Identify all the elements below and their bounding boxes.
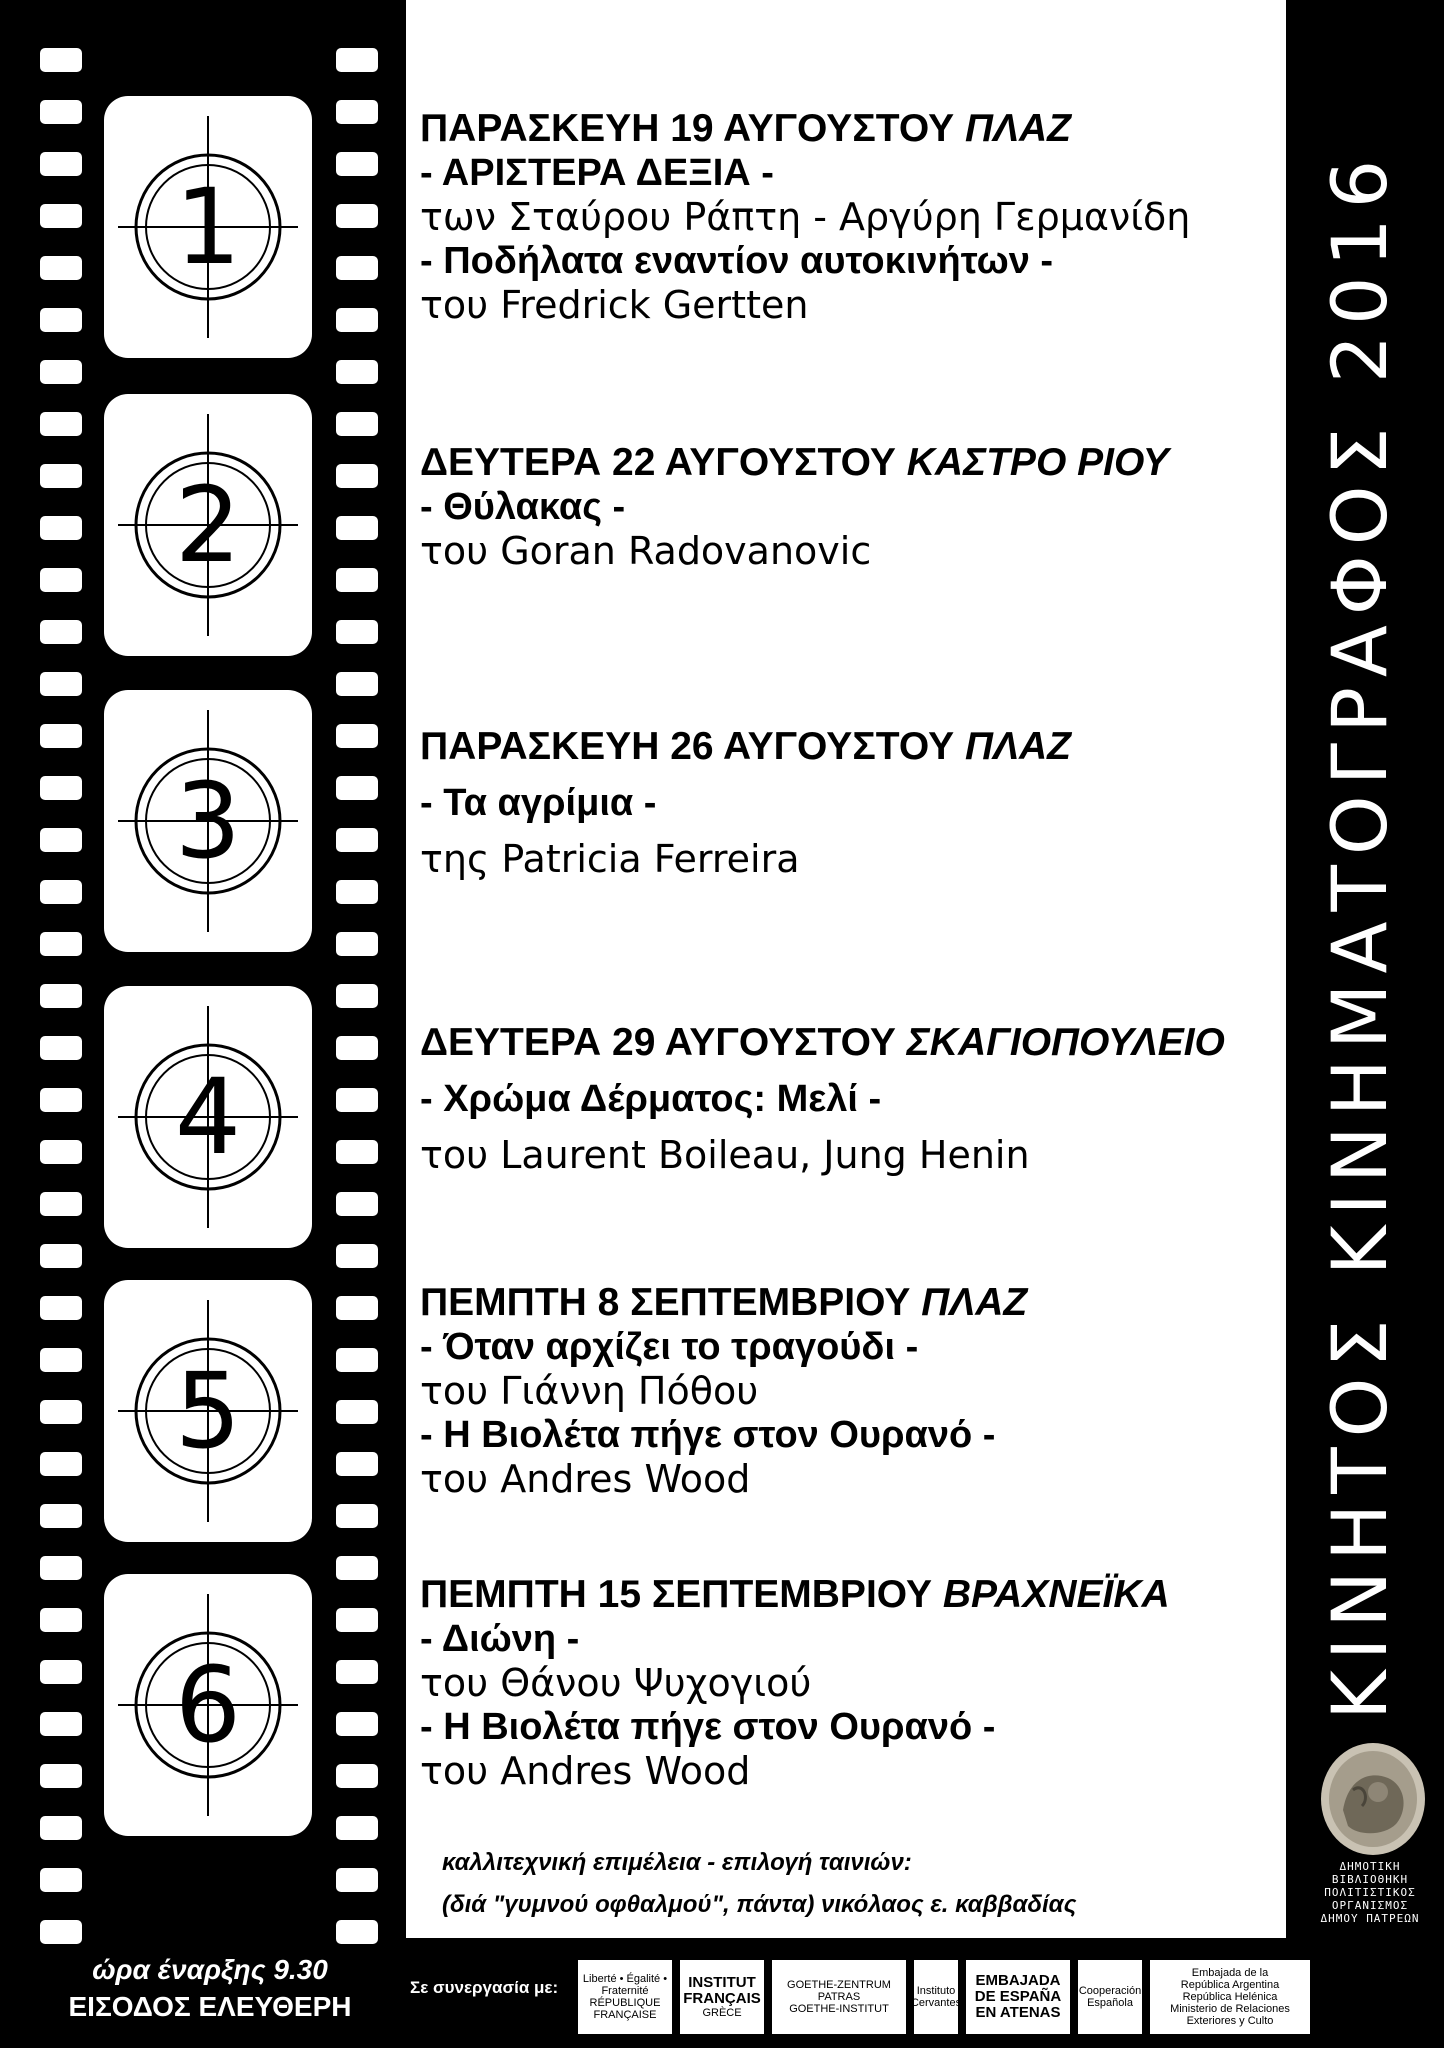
perforation-left (40, 1608, 82, 1632)
perforation-right (336, 1452, 378, 1476)
countdown-number: 3 (174, 760, 242, 882)
logo-text: RÉPUBLIQUE FRANÇAISE (589, 1997, 661, 2021)
logo-text: EMBAJADA (975, 1972, 1061, 1989)
logo-text: Instituto (916, 1985, 956, 1997)
program-panel (406, 0, 1286, 1938)
perforation-left (40, 1920, 82, 1944)
film-title: - Τα αγρίμια - (420, 782, 657, 825)
perforation-left (40, 1140, 82, 1164)
cooperacion-espanola-logo (1078, 1960, 1142, 2034)
event-date: ΠΕΜΠΤΗ 15 ΣΕΠΤΕΜΒΡΙΟΥ (420, 1573, 933, 1616)
film-title: - Διώνη - (420, 1618, 580, 1661)
perforation-left (40, 48, 82, 72)
event-block (420, 1572, 1280, 1794)
event-venue: ΣΚΑΓΙΟΠΟΥΛΕΙΟ (906, 1021, 1225, 1064)
film-title: - Η Βιολέτα πήγε στον Ουρανό - (420, 1706, 996, 1749)
film-strip (0, 0, 406, 1950)
perforation-right (336, 516, 378, 540)
perforation-right (336, 1296, 378, 1320)
event-venue: ΒΡΑΧΝΕΪΚΑ (942, 1573, 1170, 1616)
perforation-left (40, 1712, 82, 1736)
perforation-left (40, 1400, 82, 1424)
event-date: ΔΕΥΤΕΡΑ 22 ΑΥΓΟΥΣΤΟΥ (420, 441, 896, 484)
perforation-left (40, 204, 82, 228)
perforation-right (336, 568, 378, 592)
film-title: - Χρώμα Δέρματος: Μελί - (420, 1078, 882, 1121)
logo-text: DE ESPAÑA (974, 1988, 1062, 2005)
perforation-left (40, 152, 82, 176)
perforation-left (40, 1348, 82, 1372)
perforation-right (336, 932, 378, 956)
perforation-left (40, 568, 82, 592)
logo-text: Liberté • Égalité • Fraternité (582, 1973, 668, 1997)
perforation-left (40, 1088, 82, 1112)
goethe-institut-logo (772, 1960, 906, 2034)
event-heading (420, 1572, 1280, 1617)
countdown-number: 1 (174, 166, 242, 288)
event-block (420, 724, 1280, 881)
perforation-left (40, 828, 82, 852)
logo-text: Cervantes (910, 1997, 962, 2009)
film-director: του Laurent Boileau, Jung Henin (420, 1133, 1030, 1178)
perforation-right (336, 152, 378, 176)
event-block (420, 1020, 1280, 1177)
perforation-right (336, 1660, 378, 1684)
event-block (420, 440, 1280, 573)
perforation-right (336, 1608, 378, 1632)
partner-logos (578, 1960, 1310, 2034)
french-republic-logo (578, 1960, 672, 2034)
film-title: - Θύλακας - (420, 486, 626, 529)
organization-line: ΟΡΓΑΝΙΣΜΟΣ (1331, 1899, 1409, 1912)
perforation-right (336, 724, 378, 748)
event-heading (420, 1020, 1280, 1065)
event-venue: ΠΛΑΖ (964, 107, 1071, 150)
perforation-left (40, 1452, 82, 1476)
credits (442, 1842, 1282, 1926)
perforation-left (40, 724, 82, 748)
logo-text: República Argentina (1180, 1979, 1280, 1991)
logo-text: Embajada de la (1191, 1967, 1269, 1979)
collaboration-label: Σε συνεργασία με: (410, 1978, 559, 1997)
credits-line: (διά "γυμνού οφθαλμού", πάντα) νικόλαος ε. καββαδίας (442, 1891, 1077, 1918)
coin-emblem-icon (1318, 1740, 1428, 1858)
countdown-number: 6 (174, 1644, 242, 1766)
countdown-frame (104, 986, 312, 1248)
perforation-right (336, 204, 378, 228)
event-block (420, 1280, 1280, 1502)
perforation-right (336, 1348, 378, 1372)
logo-text: GOETHE-INSTITUT (789, 2003, 889, 2015)
perforation-left (40, 516, 82, 540)
event-heading (420, 724, 1280, 769)
perforation-right (336, 100, 378, 124)
event-date: ΔΕΥΤΕΡΑ 29 ΑΥΓΟΥΣΤΟΥ (420, 1021, 896, 1064)
perforation-right (336, 1556, 378, 1580)
perforation-right (336, 776, 378, 800)
logo-text: EN ATENAS (975, 2004, 1061, 2021)
perforation-right (336, 256, 378, 280)
perforation-left (40, 1660, 82, 1684)
countdown-frame (104, 690, 312, 952)
logo-text: Cooperación (1078, 1985, 1142, 1997)
perforation-right (336, 984, 378, 1008)
perforation-left (40, 412, 82, 436)
embajada-argentina-logo (1150, 1960, 1310, 2034)
perforation-right (336, 1244, 378, 1268)
logo-text: FRANÇAIS (683, 1990, 761, 2007)
film-director: του Γιάννη Πόθου (420, 1369, 759, 1414)
perforation-right (336, 464, 378, 488)
logo-text: GRÈCE (702, 2007, 742, 2019)
perforation-right (336, 1868, 378, 1892)
perforation-right (336, 620, 378, 644)
logo-text: GOETHE-ZENTRUM PATRAS (787, 1979, 891, 2003)
countdown-number: 4 (174, 1056, 242, 1178)
film-director: του Θάνου Ψυχογιού (420, 1661, 812, 1706)
free-entry: ΕΙΣΟΔΟΣ ΕΛΕΥΘΕΡΗ (68, 1991, 352, 2022)
institut-francais-logo (680, 1960, 764, 2034)
film-title: - Η Βιολέτα πήγε στον Ουρανό - (420, 1414, 996, 1457)
perforation-left (40, 1868, 82, 1892)
logo-text: Ministerio de Relaciones Exteriores y Culto (1170, 2003, 1290, 2027)
perforation-right (336, 1140, 378, 1164)
perforation-right (336, 1036, 378, 1060)
credits-line: καλλιτεχνική επιμέλεια - επιλογή ταινιών: (442, 1849, 912, 1876)
perforation-left (40, 1764, 82, 1788)
perforation-left (40, 256, 82, 280)
event-date: ΠΑΡΑΣΚΕΥΗ 26 ΑΥΓΟΥΣΤΟΥ (420, 725, 955, 768)
perforation-left (40, 1556, 82, 1580)
event-block (420, 106, 1280, 328)
perforation-left (40, 1244, 82, 1268)
film-title: - Ποδήλατα εναντίον αυτοκινήτων - (420, 240, 1054, 283)
perforation-right (336, 880, 378, 904)
event-date: ΠΑΡΑΣΚΕΥΗ 19 ΑΥΓΟΥΣΤΟΥ (420, 107, 955, 150)
countdown-frame (104, 96, 312, 358)
perforation-left (40, 1504, 82, 1528)
film-director: του Andres Wood (420, 1457, 751, 1502)
film-title: - ΑΡΙΣΤΕΡΑ ΔΕΞΙΑ - (420, 152, 774, 195)
countdown-frame (104, 1574, 312, 1836)
organization-line: ΔΗΜΟΤΙΚΗ ΒΙΒΛΙΟΘΗΚΗ (1331, 1860, 1409, 1886)
perforation-right (336, 1712, 378, 1736)
perforation-left (40, 308, 82, 332)
film-title: - Όταν αρχίζει το τραγούδι - (420, 1326, 919, 1369)
organization-line: ΠΟΛΙΤΙΣΤΙΚΟΣ (1324, 1886, 1416, 1899)
event-venue: ΚΑΣΤΡΟ ΡΙΟΥ (906, 441, 1169, 484)
event-venue: ΠΛΑΖ (921, 1281, 1028, 1324)
perforation-right (336, 1816, 378, 1840)
film-director: του Fredrick Gertten (420, 283, 809, 328)
perforation-left (40, 1192, 82, 1216)
perforation-right (336, 412, 378, 436)
perforation-left (40, 932, 82, 956)
film-director: των Σταύρου Ράπτη - Αργύρη Γερμανίδη (420, 195, 1191, 240)
film-director: του Andres Wood (420, 1749, 751, 1794)
countdown-number: 2 (174, 464, 242, 586)
event-venue: ΠΛΑΖ (964, 725, 1071, 768)
logo-text: República Helénica (1182, 1991, 1278, 2003)
perforation-left (40, 1816, 82, 1840)
logo-text: INSTITUT (688, 1974, 756, 1991)
perforation-right (336, 360, 378, 384)
perforation-right (336, 1920, 378, 1944)
event-heading (420, 106, 1280, 151)
perforation-left (40, 360, 82, 384)
embajada-espana-logo (966, 1960, 1070, 2034)
perforation-right (336, 1764, 378, 1788)
perforation-right (336, 308, 378, 332)
perforation-left (40, 100, 82, 124)
perforation-right (336, 828, 378, 852)
perforation-right (336, 1400, 378, 1424)
start-time: ώρα έναρξης 9.30 (92, 1954, 328, 1985)
perforation-right (336, 1192, 378, 1216)
perforation-left (40, 984, 82, 1008)
perforation-right (336, 672, 378, 696)
organization-line: ΔΗΜΟΥ ΠΑΤΡΕΩΝ (1320, 1912, 1420, 1925)
perforation-left (40, 672, 82, 696)
countdown-frame (104, 1280, 312, 1542)
bottom-info (20, 1952, 400, 2026)
perforation-right (336, 1504, 378, 1528)
event-heading (420, 440, 1280, 485)
perforation-left (40, 880, 82, 904)
countdown-frame (104, 394, 312, 656)
organization-name (1300, 1860, 1440, 1925)
event-heading (420, 1280, 1280, 1325)
perforation-left (40, 1036, 82, 1060)
perforation-right (336, 48, 378, 72)
perforation-right (336, 1088, 378, 1112)
vertical-title: ΚΙΝΗΤΟΣ ΚΙΝΗΜΑΤΟΓΡΑΦΟΣ 2016 (1315, 149, 1404, 1720)
logo-text: Española (1087, 1997, 1133, 2009)
perforation-left (40, 776, 82, 800)
instituto-cervantes-logo (910, 1960, 962, 2034)
film-director: της Patricia Ferreira (420, 837, 800, 882)
film-director: του Goran Radovanovic (420, 529, 872, 574)
perforation-left (40, 620, 82, 644)
event-date: ΠΕΜΠΤΗ 8 ΣΕΠΤΕΜΒΡΙΟΥ (420, 1281, 911, 1324)
perforation-left (40, 1296, 82, 1320)
countdown-number: 5 (174, 1350, 242, 1472)
perforation-left (40, 464, 82, 488)
